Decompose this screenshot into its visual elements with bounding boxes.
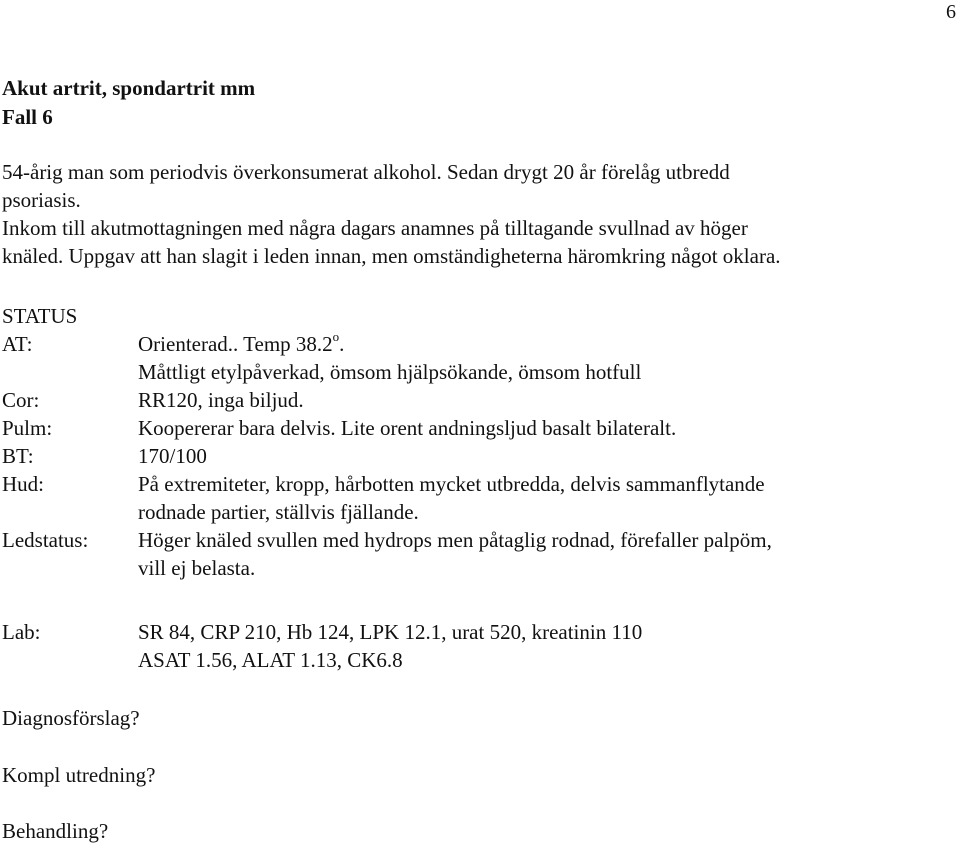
- bt-label: BT:: [2, 444, 34, 468]
- question-diagnos: Diagnosförslag?: [2, 706, 140, 730]
- lab-label: Lab:: [2, 620, 41, 644]
- at-suffix: .: [339, 332, 345, 356]
- hud-value-2: rodnade partier, ställvis fjällande.: [138, 500, 419, 524]
- case-intro: [2, 158, 952, 270]
- page-number: 6: [946, 1, 956, 23]
- at-value: [138, 330, 344, 358]
- title-line-1: Akut artrit, spondartrit mm: [2, 76, 256, 100]
- ledstatus-value-2: vill ej belasta.: [138, 556, 256, 580]
- intro-line-3: Inkom till akutmottagningen med några dagars anamnes på tilltagande svullnad av höger: [2, 216, 748, 240]
- hud-label: Hud:: [2, 472, 44, 496]
- pulm-value: Koopererar bara delvis. Lite orent andningsljud basalt bilateralt.: [138, 416, 677, 440]
- intro-line-1: 54-årig man som periodvis överkonsumerat alkohol. Sedan drygt 20 år förelåg utbredd: [2, 160, 730, 184]
- status-row-cor: [2, 386, 772, 414]
- question-behandling: Behandling?: [2, 819, 109, 843]
- status-section: [2, 302, 772, 582]
- lab-section: [2, 618, 642, 674]
- status-row-at: [2, 330, 772, 358]
- bt-value: 170/100: [138, 444, 207, 468]
- lab-row: [2, 618, 642, 646]
- cor-value: RR120, inga biljud.: [138, 388, 304, 412]
- status-row-hud: [2, 470, 772, 498]
- title-line-2: Fall 6: [2, 105, 53, 129]
- status-row-pulm: [2, 414, 772, 442]
- case-title: [2, 74, 255, 132]
- ledstatus-label: Ledstatus:: [2, 528, 89, 552]
- status-heading: STATUS: [2, 304, 78, 328]
- degree-sup: o: [332, 329, 340, 344]
- at-value-2: Måttligt etylpåverkad, ömsom hjälpsökande, ömsom hotfull: [138, 360, 642, 384]
- hud-value-1: På extremiteter, kropp, hårbotten mycket utbredda, delvis sammanflytande: [138, 472, 765, 496]
- cor-label: Cor:: [2, 388, 40, 412]
- intro-line-2: psoriasis.: [2, 188, 81, 212]
- at-label: AT:: [2, 332, 33, 356]
- status-row-ledstatus: [2, 526, 772, 554]
- ledstatus-value-1: Höger knäled svullen med hydrops men påtaglig rodnad, förefaller palpöm,: [138, 528, 772, 552]
- at-value-text: Orienterad.. Temp 38.2: [138, 332, 333, 356]
- status-row-bt: [2, 442, 772, 470]
- lab-value-2: ASAT 1.56, ALAT 1.13, CK6.8: [138, 648, 403, 672]
- pulm-label: Pulm:: [2, 416, 53, 440]
- question-kompl: Kompl utredning?: [2, 763, 156, 787]
- lab-value-1: SR 84, CRP 210, Hb 124, LPK 12.1, urat 520, kreatinin 110: [138, 620, 643, 644]
- intro-line-4: knäled. Uppgav att han slagit i leden innan, men omständigheterna häromkring något oklara.: [2, 244, 781, 268]
